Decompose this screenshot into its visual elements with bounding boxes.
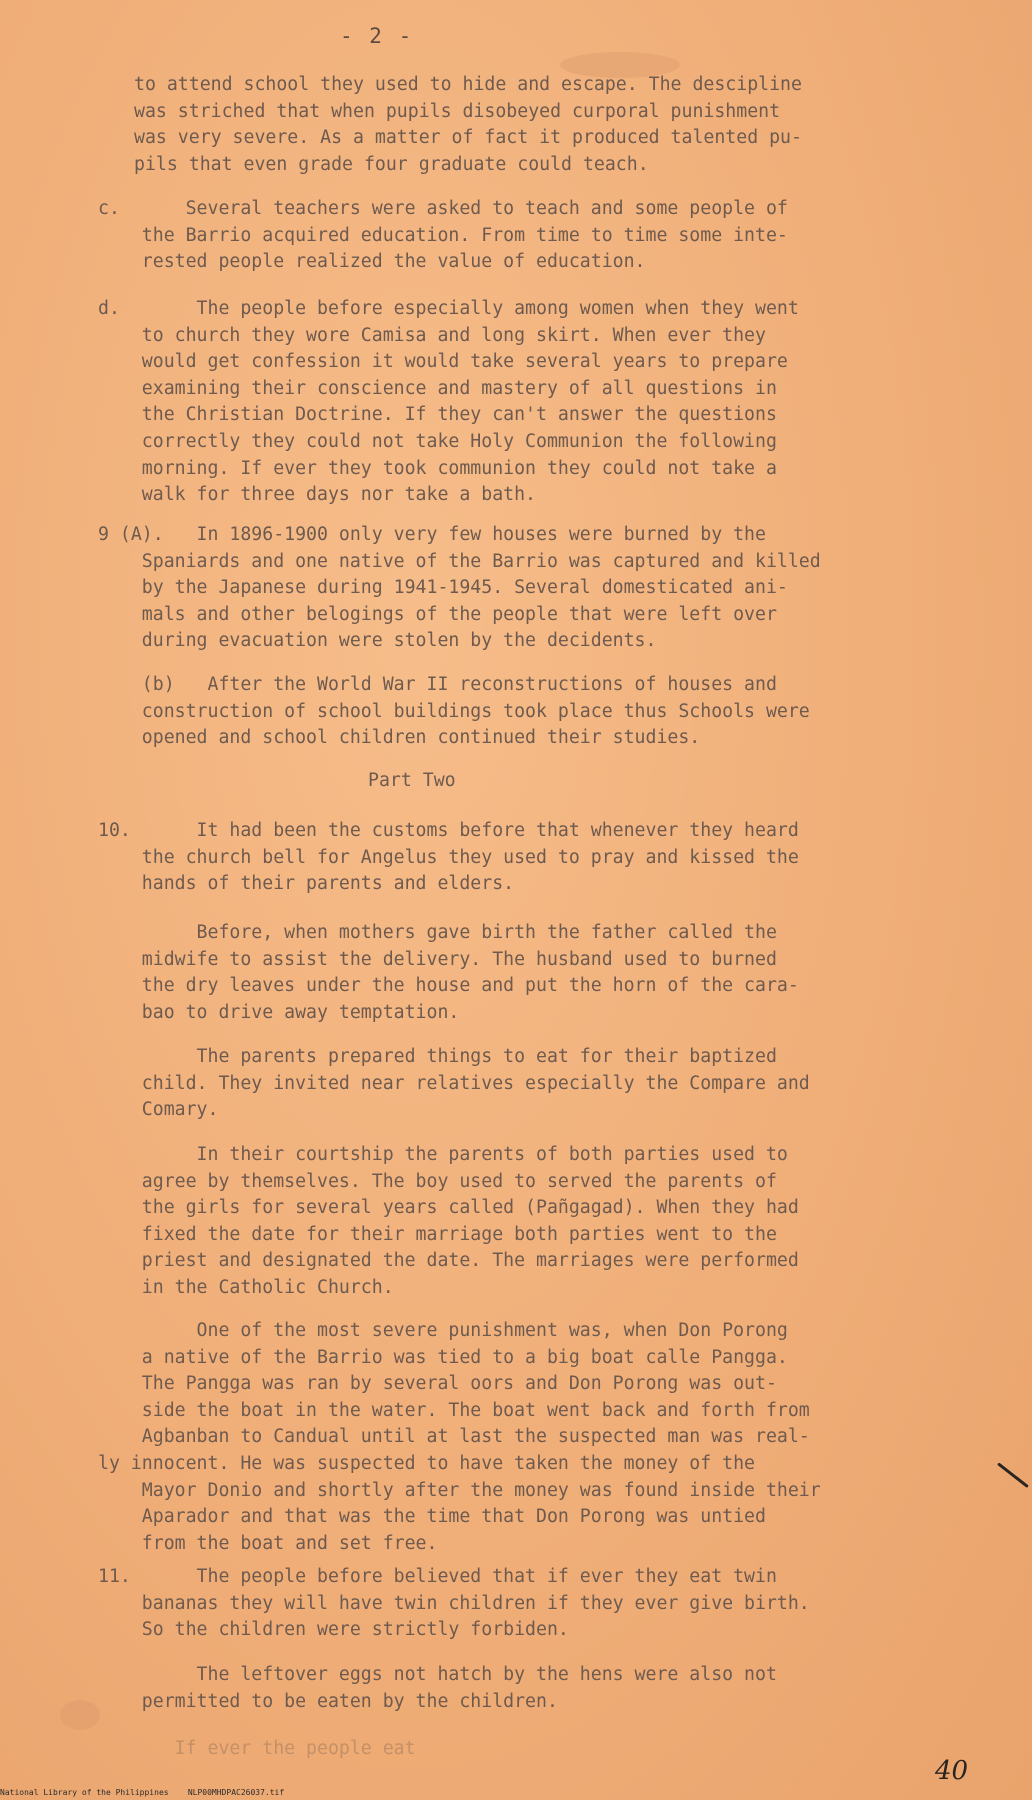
page-number: - 2 - (340, 24, 414, 48)
paragraph-11-eggs: The leftover eggs not hatch by the hens were also not permitted to be eaten by the children. (141, 1664, 777, 1712)
pen-mark (997, 1462, 1029, 1488)
part-two-heading: Part Two (368, 770, 456, 791)
paragraph-10-birth: Before, when mothers gave birth the father called the midwife to assist the delivery. The husband used to burned the dry leaves under the house and put the horn of the cara- bao to drive away temptation. (141, 922, 799, 1023)
paragraph-d: d. The people before especially among women when they went to church they wore Camisa and long skirt. When ever they would get confession it would take several years to prepare examining their conscience and mastery of all questions in the Christian Doctrine. If they can't answer the questions correctly they could not take Holy Communion the following morning. If ever they took communion they could not take a walk for three days nor take a bath. (98, 298, 799, 506)
paragraph-c: c. Several teachers were asked to teach and some people of the Barrio acquired education. From time to time some inte- rested people realized the value of education. (98, 198, 788, 273)
paragraph-9a: 9 (A). In 1896-1900 only very few houses were burned by the Spaniards and one native of the Barrio was captured and killed by the Japanese during 1941-1945. Several domesticated ani- mals and other belogings of the people that were left over during evacuation were stolen by the decidents. (98, 524, 821, 652)
paragraph-10-punishment: One of the most severe punishment was, when Don Porong a native of the Barrio was tied to a big boat calle Pangga. The Pangga was ran by several oors and Don Porong was out- side the boat in the water. The boat went back and forth from Agbanban to Candual until at last the suspected man was real- ly innocent. He was suspected to have taken the money of the Mayor Donio and shortly after the money was found inside their Aparador and that was the time that Don Porong was untied from the boat and set free. (98, 1320, 821, 1554)
paragraph-11-bananas: 11. The people before believed that if ever they eat twin bananas they will have twin children if they ever give birth. So the children were strictly forbiden. (98, 1566, 810, 1641)
paragraph-continuation: to attend school they used to hide and escape. The descipline was striched that when pupils disobeyed curporal punishment was very severe. As a matter of fact it produced talented pu- pils that even grade four graduate could teach. (134, 74, 802, 175)
paragraph-10-courtship: In their courtship the parents of both parties used to agree by themselves. The boy used to served the parents of the girls for several years called (Pañgagad). When they had fixed the date for their marriage both parties went to the priest and designated the date. The marriages were performed in the Catholic Church. (141, 1144, 799, 1298)
paper-stain (60, 1700, 100, 1730)
archive-footer: National Library of the Philippines NLP00MHDPAC26037.tif (0, 1788, 285, 1797)
faded-line: If ever the people eat (98, 1738, 416, 1759)
paragraph-9b: (b) After the World War II reconstructions of houses and construction of school buildings took place thus Schools were opened and school children continued their studies. (141, 674, 810, 749)
paragraph-10-customs: 10. It had been the customs before that whenever they heard the church bell for Angelus they used to pray and kissed the hands of their parents and elders. (98, 820, 799, 895)
paragraph-10-baptism: The parents prepared things to eat for their baptized child. They invited near relatives especially the Compare and Comary. (141, 1046, 810, 1121)
handwritten-page-number: 40 (935, 1756, 969, 1786)
